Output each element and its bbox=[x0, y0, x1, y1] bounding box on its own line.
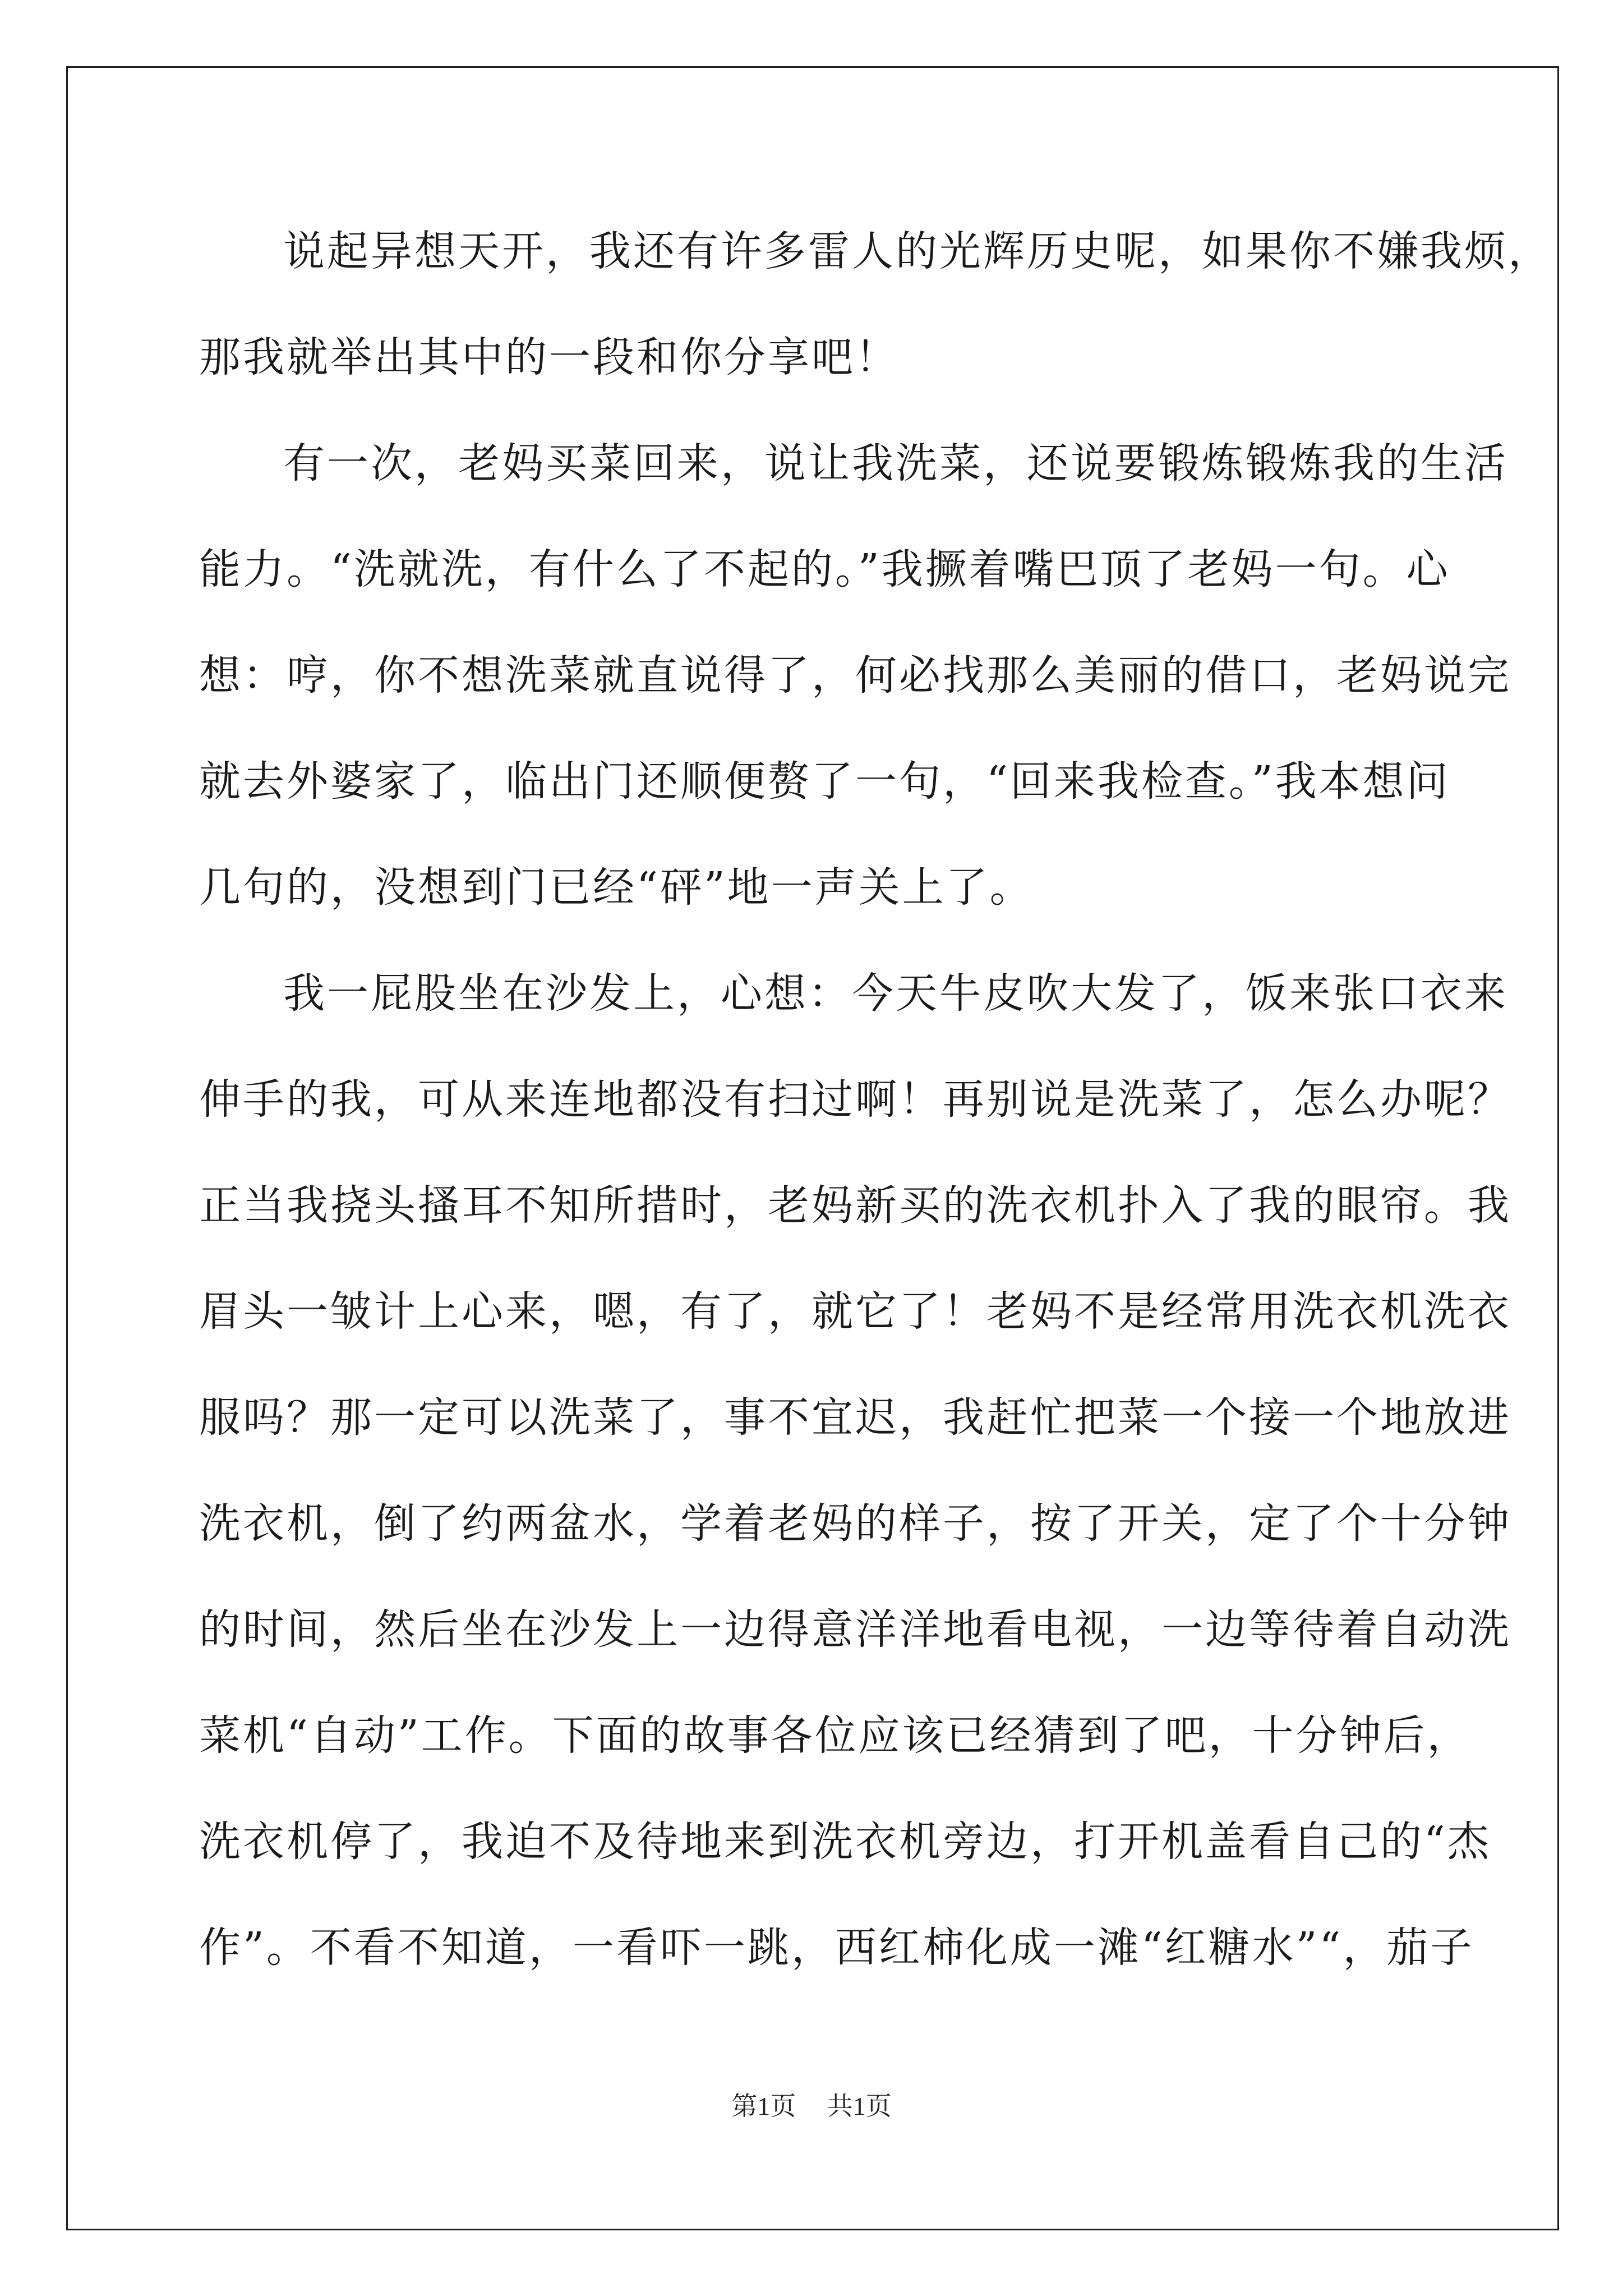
text-line: 那我就举出其中的一段和你分享吧！ bbox=[199, 333, 899, 381]
text-line: 正当我挠头搔耳不知所措时，老妈新买的洗衣机扑入了我的眼帘。我 bbox=[199, 1181, 1511, 1230]
document-body bbox=[199, 224, 1552, 2027]
text-line: 眉头一皱计上心来，嗯，有了，就它了！老妈不是经常用洗衣机洗衣 bbox=[199, 1287, 1511, 1336]
text-line: 菜机“自动”工作。下面的故事各位应该已经猜到了吧，十分钟后， bbox=[199, 1711, 1471, 1760]
text-line: 能力。“洗就洗，有什么了不起的。”我撅着嘴巴顶了老妈一句。心 bbox=[199, 545, 1450, 593]
text-line: 作”。不看不知道，一看吓一跳，西红柿化成一滩“红糖水”“，茄子 bbox=[199, 1924, 1474, 1972]
text-line: 说起异想天开，我还有许多雷人的光辉历史呢，如果你不嫌我烦， bbox=[283, 227, 1552, 275]
text-line: 想：哼，你不想洗菜就直说得了，何必找那么美丽的借口，老妈说完 bbox=[199, 651, 1511, 700]
text-line: 洗衣机停了，我迫不及待地来到洗衣机旁边，打开机盖看自己的“杰 bbox=[199, 1818, 1491, 1866]
text-line: 的时间，然后坐在沙发上一边得意洋洋地看电视，一边等待着自动洗 bbox=[199, 1605, 1511, 1654]
text-line: 伸手的我，可从来连地都没有扫过啊！再别说是洗菜了，怎么办呢？ bbox=[199, 1075, 1511, 1124]
text-line: 几句的，没想到门已经“砰”地一声关上了。 bbox=[199, 863, 1034, 912]
page-total: 共1页 bbox=[827, 2092, 892, 2120]
page-number: 第1页 bbox=[731, 2092, 796, 2120]
text-line: 我一屁股坐在沙发上，心想：今天牛皮吹大发了，饭来张口衣来 bbox=[283, 969, 1508, 1018]
text-line: 就去外婆家了，临出门还顺便赘了一句，“回来我检查。”我本想问 bbox=[199, 757, 1450, 806]
text-line: 有一次，老妈买菜回来，说让我洗菜，还说要锻炼锻炼我的生活 bbox=[283, 439, 1508, 487]
text-line: 服吗？那一定可以洗菜了，事不宜迟，我赶忙把菜一个接一个地放进 bbox=[199, 1393, 1511, 1442]
text-line: 洗衣机，倒了约两盆水，学着老妈的样子，按了开关，定了个十分钟 bbox=[199, 1499, 1511, 1548]
page-footer bbox=[0, 2086, 1623, 2123]
